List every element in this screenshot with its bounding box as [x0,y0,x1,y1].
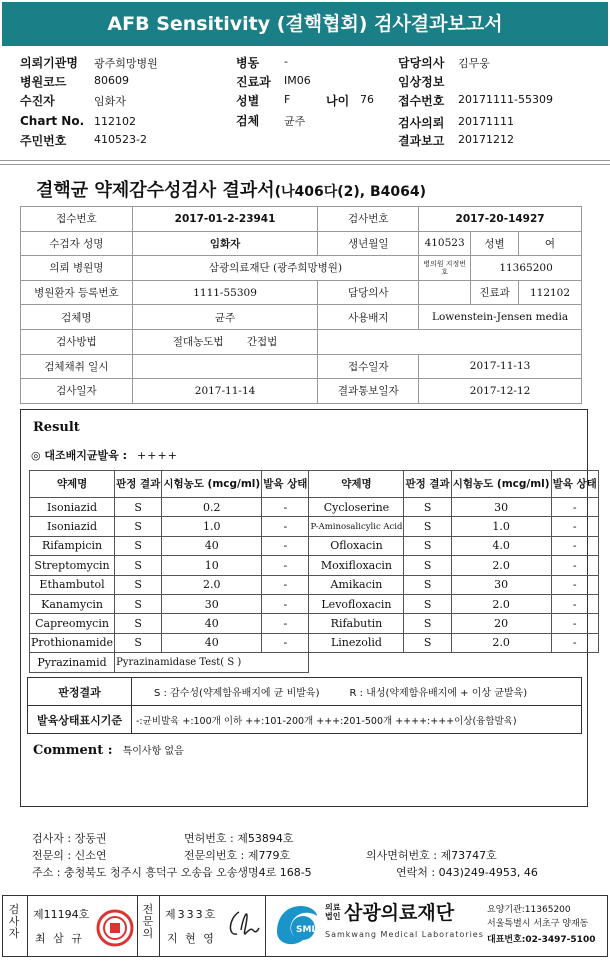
judgment: S [115,633,162,652]
pyrazinamidase-result: Pyrazinamidase Test( S ) [115,653,309,672]
specialist-name: 지 현 영 [167,932,216,945]
judgment: S [115,536,162,555]
hospital-code-value: 80609 [94,74,129,87]
table-row [21,280,582,305]
age-label: 나이 [326,94,350,108]
judgment: S [404,517,451,536]
concentration: 4.0 [451,536,551,555]
result-box [20,409,597,807]
growth-status: - [262,556,309,575]
comment-label: Comment : [33,743,113,758]
specialist: 전문의 : 신소연 [32,849,107,862]
control-growth-value: ++++ [137,449,178,462]
lab-address: 서울특별시 서초구 양재동 [487,919,589,929]
divider [0,164,610,165]
specimen-label: 검체 [236,114,260,128]
judgment: S [404,633,451,652]
info-value: 112102 [519,280,582,305]
judgment-r: R : 내성(약제함유배지에 + 이상 균발육) [349,688,528,699]
growth-status: - [262,633,309,652]
judgment: S [404,536,451,555]
lab-prefix-2: 법인 [325,911,341,921]
report-title-main: 결핵균 약제감수성검사 결과서 [36,180,275,201]
column-header: 판정 결과 [115,471,162,498]
growth-status: - [551,498,598,517]
concentration: 2.0 [451,633,551,652]
doctor-value: 김무웅 [458,57,490,70]
concentration: 2.0 [451,594,551,613]
control-growth-label: ◎ 대조배지균발육 : [31,449,128,462]
info-value: 1111-55309 [132,280,318,305]
table-row [28,678,582,706]
table-row [30,653,599,672]
report-title-code: (나406다(2), B4064) [274,184,427,200]
info-value [132,354,318,379]
info-table [20,206,582,404]
signature-icon [225,906,261,942]
growth-status: - [262,517,309,536]
concentration: 40 [162,633,262,652]
care-number: 요양기관:11365200 [487,905,571,915]
result-title: Result [33,420,80,435]
growth-status: - [551,536,598,555]
institution-value: 광주희망병원 [94,57,158,70]
info-label: 검체명 [21,305,133,330]
drug-name: Prothionamide [30,633,115,652]
info-label: 접수번호 [21,207,133,232]
specialist-number: 제333호 [165,908,218,921]
judgment: S [115,517,162,536]
divider [27,896,28,956]
hospital-code-label: 병원코드 [20,75,67,89]
report-header [20,54,600,150]
doctor-label: 담당의사 [398,56,445,70]
vlabel-char: 의 [142,927,154,940]
drug-name: Isoniazid [30,517,115,536]
growth-criteria-label: 발육상태표시기준 [28,706,132,734]
column-header: 발육 상태 [262,471,309,498]
vlabel-char: 문 [142,915,154,928]
concentration: 40 [162,536,262,555]
seal-stamp-icon [95,908,135,948]
drug-name: Cycloserine [309,498,404,517]
info-label: 성별 [471,231,519,256]
receipt-label: 접수번호 [398,94,445,108]
info-value [419,280,471,305]
lab-name [325,898,454,925]
vlabel-char: 사 [8,915,20,928]
info-value [132,329,318,354]
lab-prefix [325,903,340,921]
footer [2,895,608,957]
logo-text: SML [296,925,318,935]
info-value: 2017-12-12 [419,379,582,404]
examiner: 검사자 : 장동권 [32,832,107,845]
specimen-value: 균주 [284,115,306,128]
divider [265,896,266,956]
column-header: 판정 결과 [404,471,451,498]
info-label: 의뢰 병원명 [21,256,133,281]
concentration: 2.0 [451,556,551,575]
column-header: 약제명 [309,471,404,498]
ward-label: 병동 [236,56,260,70]
concentration: 1.0 [451,517,551,536]
judgment: S [115,614,162,633]
table-row [21,329,582,354]
info-label: 접수일자 [318,354,419,379]
info-value: 여 [519,231,582,256]
table-row [21,305,582,330]
table-row [30,633,599,652]
lab-phone: 대표번호:02-3497-5100 [487,935,596,945]
table-row [30,536,599,555]
judgment: S [404,575,451,594]
ward-value: - [284,55,288,68]
info-label: 담당의사 [318,280,419,305]
concentration: 10 [162,556,262,575]
info-label: 검체채취 일시 [21,354,133,379]
growth-status: - [551,556,598,575]
column-header: 약제명 [30,471,115,498]
patient-label: 수진자 [20,94,55,108]
info-label: 검사번호 [318,207,419,232]
comment [33,742,184,758]
table-row [30,517,599,536]
column-header: 발육 상태 [551,471,598,498]
examiner-name: 최 삼 규 [35,932,84,945]
concentration: 1.0 [162,517,262,536]
judgment-text [132,678,582,706]
column-header: 시험농도 (mcg/ml) [162,471,262,498]
drug-table [29,470,599,673]
info-value: 균주 [132,305,318,330]
concentration: 30 [162,594,262,613]
drug-name: Amikacin [309,575,404,594]
chart-label: Chart No. [20,114,85,128]
vlabel-char: 자 [8,927,20,940]
drug-name: Capreomycin [30,614,115,633]
resident-label: 주민번호 [20,134,67,148]
judgment: S [115,594,162,613]
divider [159,896,160,956]
drug-name: Pyrazinamid [30,653,115,672]
drug-name: Ofloxacin [309,536,404,555]
concentration: 0.2 [162,498,262,517]
sex-value: F [284,93,291,106]
table-row [21,354,582,379]
judgment: S [404,498,451,517]
sml-logo-icon [273,902,319,950]
info-value: 2017-20-14927 [419,207,582,232]
info-label: 사용배지 [318,305,419,330]
judgment: S [404,594,451,613]
concentration: 20 [451,614,551,633]
control-growth [31,447,178,463]
judgment: S [115,575,162,594]
judgment: S [115,556,162,575]
chart-value: 112102 [94,115,136,128]
request-label: 검사의뢰 [398,116,445,130]
table-row [21,256,582,281]
info-empty [318,329,582,354]
report-banner: AFB Sensitivity (결핵협회) 검사결과보고서 [2,2,608,46]
judgment: S [404,556,451,575]
contact: 연락처 : 043)249-4953, 46 [396,866,538,879]
specialist-license: 전문의번호 : 제779호 [184,849,291,862]
divider [0,160,610,161]
table-row [21,231,582,256]
report-title [36,176,426,202]
clinical-label: 임상정보 [398,75,445,89]
method-absolute: 절대농도법 [172,336,224,349]
table-row [30,594,599,613]
judgment: S [404,614,451,633]
concentration: 30 [451,498,551,517]
examiner-number: 제11194호 [33,908,90,921]
info-value: 2017-01-2-23941 [132,207,318,232]
drug-name: Kanamycin [30,594,115,613]
info-label: 검사일자 [21,379,133,404]
info-label: 수검자 성명 [21,231,133,256]
examiner-vertical-label [7,904,21,940]
method-indirect: 간접법 [246,336,278,349]
growth-status: - [551,517,598,536]
table-row [21,207,582,232]
examiner-license: 면허번호 : 제53894호 [184,832,294,845]
drug-name: Levofloxacin [309,594,404,613]
judgment-label: 판정결과 [28,678,132,706]
dept-label: 진료과 [236,75,271,89]
info-label: 병의원 지정번호 [419,256,471,281]
resident-value: 410523-2 [94,133,147,146]
concentration: 40 [162,614,262,633]
institution-label: 의뢰기관명 [20,56,78,70]
info-value: 삼광의료재단 (광주희망병원) [132,256,418,281]
concentration: 30 [451,575,551,594]
sex-label: 성별 [236,94,260,108]
address: 주소 : 충청북도 청주시 흥덕구 오송읍 오송생명4로 168-5 [32,866,312,879]
receipt-value: 20171111-55309 [458,93,553,106]
lab-prefix-1: 의료 [325,902,341,912]
info-label: 병원환자 등록번호 [21,280,133,305]
info-value: 임화자 [132,231,318,256]
table-row [30,556,599,575]
physician-license: 의사면허번호 : 제73747호 [366,849,497,862]
info-label: 검사방법 [21,329,133,354]
empty-cell [309,653,598,672]
patient-value: 임화자 [94,95,126,108]
growth-status: - [262,575,309,594]
growth-status: - [262,498,309,517]
vlabel-char: 전 [142,903,154,916]
table-row [21,379,582,404]
info-label: 생년월일 [318,231,419,256]
lab-english-name: Samkwang Medical Laboratories [325,930,484,939]
info-value: 2017-11-14 [132,379,318,404]
drug-name: P-Aminosalicylic Acid [309,517,404,536]
growth-status: - [551,594,598,613]
drug-name: Isoniazid [30,498,115,517]
comment-value: 특이사항 없음 [122,746,184,757]
growth-status: - [551,614,598,633]
info-value: 11365200 [471,256,582,281]
growth-status: - [262,594,309,613]
vlabel-char: 검 [8,903,20,916]
info-label: 진료과 [471,280,519,305]
legend-table [27,677,582,734]
table-row [28,706,582,734]
age-value: 76 [360,93,374,106]
drug-name: Moxifloxacin [309,556,404,575]
concentration: 2.0 [162,575,262,594]
growth-criteria-text: -:균비발육 +:100개 이하 ++:101-200개 +++:201-500개 ++++:+++이상(융합발육) [132,706,582,734]
info-value: Lowenstein-Jensen media [419,305,582,330]
drug-name: Rifabutin [309,614,404,633]
judgment: S [115,498,162,517]
growth-status: - [262,614,309,633]
growth-status: - [262,536,309,555]
judgment-s: S : 감수성(약제함유배지에 균 비발육) [154,688,320,699]
drug-name: Ethambutol [30,575,115,594]
table-row [30,498,599,517]
dept-value: IM06 [284,74,311,87]
request-value: 20171111 [458,115,514,128]
drug-name: Streptomycin [30,556,115,575]
info-value: 410523 [419,231,471,256]
growth-status: - [551,575,598,594]
table-row [30,614,599,633]
drug-name: Linezolid [309,633,404,652]
specialist-vertical-label [141,904,155,940]
drug-name: Rifampicin [30,536,115,555]
growth-status: - [551,633,598,652]
report-date-value: 20171212 [458,133,514,146]
table-header-row [30,471,599,498]
report-date-label: 결과보고 [398,134,445,148]
info-value: 2017-11-13 [419,354,582,379]
lab-name-text: 삼광의료재단 [343,902,455,924]
table-row [30,575,599,594]
info-label: 결과통보일자 [318,379,419,404]
divider [137,896,138,956]
column-header: 시험농도 (mcg/ml) [451,471,551,498]
